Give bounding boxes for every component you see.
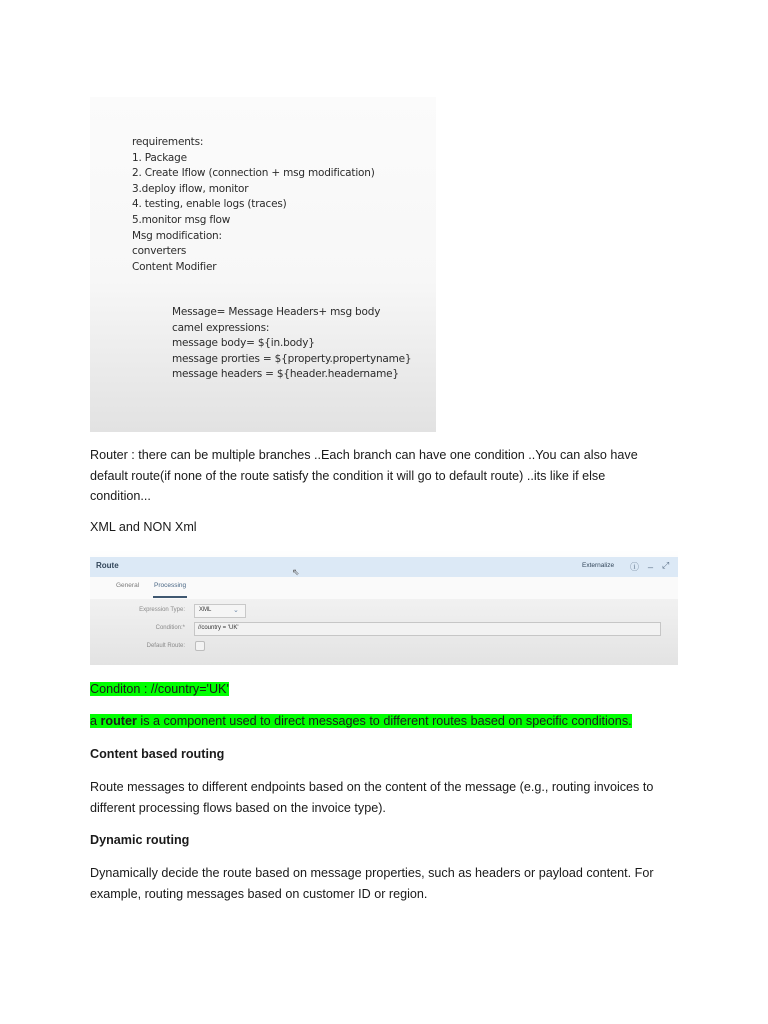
paragraph-line: default route(if none of the route satisfy the condition it will go to default route) ..its like if else — [90, 468, 606, 483]
minimize-icon[interactable]: _ — [648, 558, 654, 568]
default-route-checkbox[interactable] — [195, 641, 205, 651]
requirement-item: 3.deploy iflow, monitor — [132, 182, 249, 195]
route-panel-screenshot — [90, 550, 678, 665]
notes-screenshot-image — [90, 97, 436, 432]
expression-type-value: XML — [199, 607, 212, 613]
default-route-label: Default Route: — [146, 643, 185, 649]
condition-label: Condition:* — [155, 625, 185, 631]
expression-type-select[interactable] — [194, 604, 246, 618]
requirement-item: 5.monitor msg flow — [132, 213, 231, 226]
paragraph-line: condition... — [90, 489, 151, 503]
message-expressions — [172, 305, 411, 383]
expression-type-label: Expression Type: — [139, 607, 185, 613]
router-definition — [90, 711, 710, 732]
section-heading-content-based-routing: Content based routing — [90, 747, 225, 761]
msg-modification-heading: Msg modification: — [132, 229, 222, 242]
condition-input[interactable] — [194, 622, 661, 636]
route-panel-titlebar — [90, 557, 678, 577]
requirement-item: converters — [132, 245, 187, 258]
requirement-item: 4. testing, enable logs (traces) — [132, 198, 287, 211]
mouse-cursor-icon: ⇖ — [292, 567, 300, 577]
help-icon[interactable]: ⓘ — [630, 562, 640, 572]
highlighted-definition — [90, 714, 632, 728]
tab-general[interactable]: General — [116, 582, 140, 589]
requirements-heading: requirements: — [132, 136, 204, 148]
requirement-item: 1. Package — [132, 151, 187, 164]
xml-heading: XML and NON Xml — [90, 520, 197, 534]
message-line: message headers = ${header.headername} — [172, 368, 399, 381]
section-heading-dynamic-routing: Dynamic routing — [90, 833, 190, 847]
active-tab-indicator — [153, 596, 187, 598]
section-body-dynamic-routing — [90, 863, 680, 904]
message-line: message body= ${in.body} — [172, 337, 315, 350]
externalize-button[interactable]: Externalize — [582, 562, 615, 569]
highlighted-condition: Conditon : //country='UK' — [90, 682, 229, 696]
section-body-content-based-routing — [90, 777, 680, 818]
paragraph-line: Router : there can be multiple branches ..Each branch can have one condition ..You can also have — [90, 448, 638, 462]
route-panel-title: Route — [96, 561, 119, 570]
paragraph-line: different processing flows based on the invoice type). — [90, 800, 386, 815]
definition-text: is a component used to direct messages to different routes based on specific conditions. — [136, 714, 632, 728]
requirement-item: Content Modifier — [132, 260, 217, 273]
message-line: message prorties = ${property.propertyname} — [172, 352, 412, 365]
definition-prefix: a — [90, 714, 101, 728]
requirements-list — [132, 135, 375, 275]
paragraph-line: Route messages to different endpoints based on the content of the message (e.g., routing invoices to — [90, 780, 654, 794]
tab-processing[interactable]: Processing — [154, 582, 187, 589]
route-panel-tabs — [90, 577, 678, 599]
message-line: camel expressions: — [172, 321, 270, 334]
router-paragraph — [90, 445, 680, 507]
paragraph-line: example, routing messages based on customer ID or region. — [90, 886, 428, 901]
requirement-item: 2. Create Iflow (connection + msg modification) — [132, 167, 375, 180]
condition-value: //country = 'UK' — [198, 625, 239, 631]
maximize-icon[interactable]: ⤢ — [662, 560, 670, 570]
paragraph-line: Dynamically decide the route based on message properties, such as headers or payload content. For — [90, 866, 654, 880]
chevron-down-icon: ⌄ — [233, 607, 239, 614]
definition-term: router — [100, 714, 137, 728]
condition-note — [90, 679, 680, 700]
message-line: Message= Message Headers+ msg body — [172, 306, 381, 318]
